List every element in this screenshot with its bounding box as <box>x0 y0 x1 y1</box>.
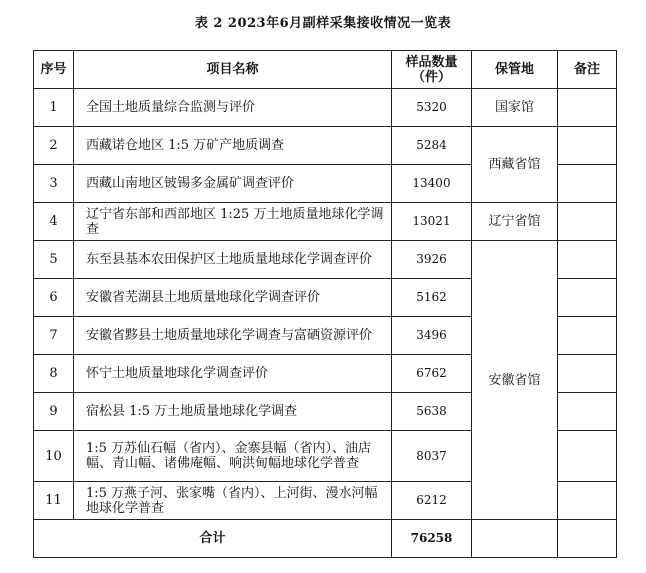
row-qty: 5320 <box>392 89 472 127</box>
total-location <box>472 520 558 558</box>
row-qty: 8037 <box>392 431 472 482</box>
row-name: 1:5 万苏仙石幅（省内）、金寨县幅（省内）、油店幅、青山幅、诸佛庵幅、响洪甸幅地球化学普查 <box>74 431 392 482</box>
header-location: 保管地 <box>472 51 558 89</box>
row-name: 安徽省黟县土地质量地球化学调查与富硒资源评价 <box>74 317 392 355</box>
location-liaoning: 辽宁省馆 <box>472 203 558 241</box>
row-seq: 2 <box>34 127 74 165</box>
row-note <box>558 89 617 127</box>
row-seq: 9 <box>34 393 74 431</box>
row-qty: 6212 <box>392 482 472 520</box>
header-name: 项目名称 <box>74 51 392 89</box>
row-qty: 5284 <box>392 127 472 165</box>
table-row <box>34 127 617 165</box>
location-anhui: 安徽省馆 <box>472 241 558 520</box>
header-note: 备注 <box>558 51 617 89</box>
table-row <box>34 89 617 127</box>
total-label: 合计 <box>34 520 392 558</box>
row-name: 辽宁省东部和西部地区 1:25 万土地质量地球化学调查 <box>74 203 392 241</box>
row-seq: 5 <box>34 241 74 279</box>
row-seq: 6 <box>34 279 74 317</box>
row-qty: 3496 <box>392 317 472 355</box>
row-note <box>558 393 617 431</box>
row-note <box>558 203 617 241</box>
row-name: 全国土地质量综合监测与评价 <box>74 89 392 127</box>
row-name: 安徽省芜湖县土地质量地球化学调查评价 <box>74 279 392 317</box>
row-name: 1:5 万燕子河、张家嘴（省内）、上河街、漫水河幅地球化学普查 <box>74 482 392 520</box>
row-seq: 3 <box>34 165 74 203</box>
row-seq: 10 <box>34 431 74 482</box>
row-seq: 4 <box>34 203 74 241</box>
row-seq: 1 <box>34 89 74 127</box>
location-national: 国家馆 <box>472 89 558 127</box>
header-qty: 样品数量（件） <box>392 51 472 89</box>
row-note <box>558 241 617 279</box>
row-note <box>558 165 617 203</box>
row-qty: 5638 <box>392 393 472 431</box>
row-seq: 7 <box>34 317 74 355</box>
header-seq: 序号 <box>34 51 74 89</box>
table-row <box>34 241 617 279</box>
total-note <box>558 520 617 558</box>
row-note <box>558 482 617 520</box>
row-name: 东至县基本农田保护区土地质量地球化学调查评价 <box>74 241 392 279</box>
row-name: 怀宁土地质量地球化学调查评价 <box>74 355 392 393</box>
row-note <box>558 279 617 317</box>
total-qty: 76258 <box>392 520 472 558</box>
row-name: 宿松县 1:5 万土地质量地球化学调查 <box>74 393 392 431</box>
row-name: 西藏诺仓地区 1:5 万矿产地质调查 <box>74 127 392 165</box>
row-qty: 3926 <box>392 241 472 279</box>
row-qty: 13400 <box>392 165 472 203</box>
table-caption: 表 2 2023年6月副样采集接收情况一览表 <box>194 16 452 31</box>
location-tibet: 西藏省馆 <box>472 127 558 203</box>
table-row <box>34 203 617 241</box>
row-qty: 5162 <box>392 279 472 317</box>
table-header-row <box>34 51 617 89</box>
row-qty: 13021 <box>392 203 472 241</box>
row-note <box>558 127 617 165</box>
row-note <box>558 355 617 393</box>
row-seq: 8 <box>34 355 74 393</box>
total-row <box>34 520 617 558</box>
row-note <box>558 317 617 355</box>
sample-table <box>33 50 617 558</box>
row-seq: 11 <box>34 482 74 520</box>
row-note <box>558 431 617 482</box>
row-name: 西藏山南地区铍锡多金属矿调查评价 <box>74 165 392 203</box>
row-qty: 6762 <box>392 355 472 393</box>
